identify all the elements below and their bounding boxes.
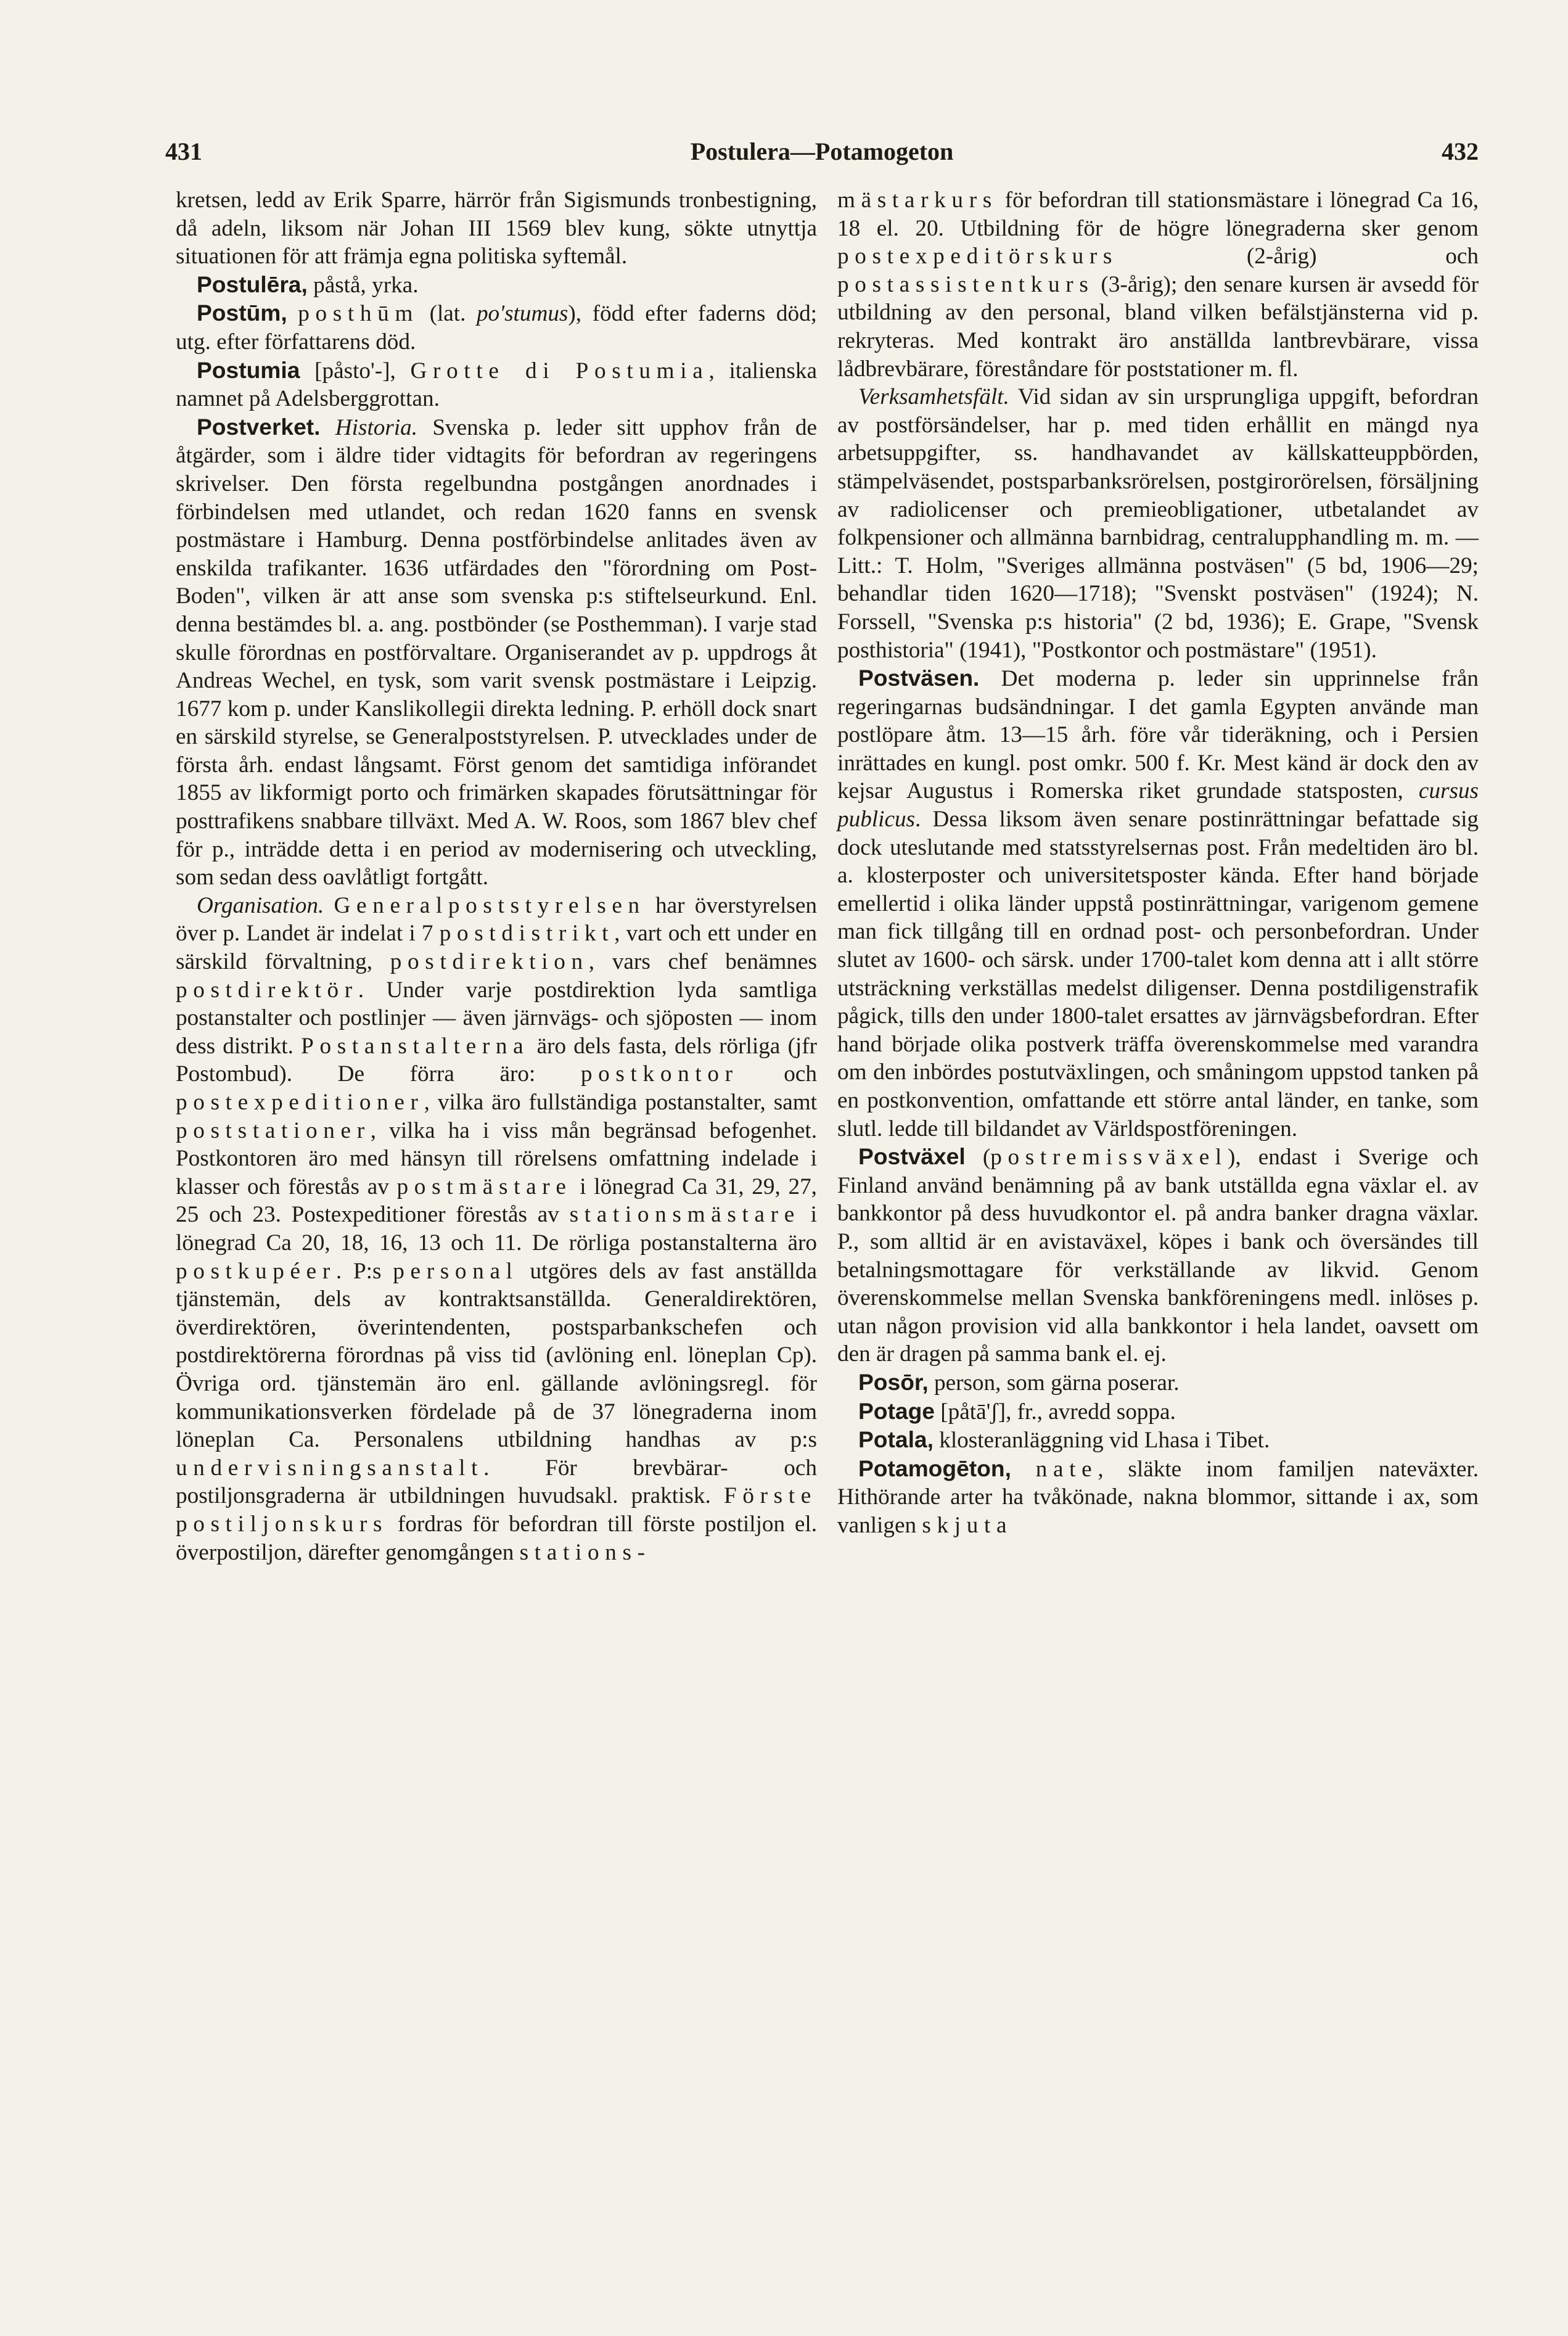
subsection-label: Historia. [335,414,418,440]
headword: Postulēra, [197,271,308,297]
right-column [837,186,1479,1540]
entry-potage: Potage [påtā'ʃ], fr., avredd soppa. [858,1397,1176,1425]
headword: Potamogēton, [858,1455,1011,1481]
page-number-right: 432 [1442,138,1479,165]
subsection-organisation: Organisation. Generalpoststyrelsen har överstyrelsen över p. Landet är indelat i 7 postdistrikt, vart och ett under en särskild förvaltning, postdirektion, vars chef benämnes postdirektör. Under varje postdirektion lyda samtliga postanstalter och postlinjer — även järnvägs- och sjöposten — inom dess distrikt. Postanstalterna äro dels fasta, dels rörliga (jfr Postombud). De förra äro: postkontor och postexpeditioner, vilka äro fullständiga postanstalter, samt poststationer, vilka ha i viss mån begränsad befogenhet. Postkontoren äro med hänsyn till rörelsens omfattning indelade i klasser och förestås av postmästare i lönegrad Ca 31, 29, 27, 25 och 23. Postexpeditioner förestås av stationsmästare i lönegrad Ca 20, 18, 16, 13 och 11. De rörliga postanstalterna äro postkupéer. P:s personal utgöres dels av fast anställda tjänstemän, dels av kontraktsanställda. Generaldirektören, överdirektören, överintendenten, postsparbankschefen och postdirektörerna förordnas på viss tid (avlöning enl. löneplan Cp). Övriga ord. tjänstemän äro enl. gällande avlöningsregl. för kommunikationsverken fördelade på de 37 lönegraderna inom löneplan Ca. Personalens utbildning handhas av p:s undervisningsanstalt. För brevbärar- och postiljonsgraderna är utbildningen huvudsakl. praktisk. Förste postiljonskurs fordras för befordran till förste postiljon el. överpostiljon, därefter genomgången stations- [176,892,818,1565]
entry-potamogeton: Potamogēton, nate, släkte inom familjen nateväxter. Hithörande arter ha tvåkönade, nakna blommor, sittande i ax, som vanligen skjuta [837,1455,1479,1538]
headword: Posōr, [858,1368,929,1395]
entry-postulera: Postulēra, påstå, yrka. [197,271,419,298]
entry-postum: Postūm, posthūm (lat. po'stumus), född efter faderns död; utg. efter författarens död. [176,300,817,355]
page-number-left: 431 [165,138,202,165]
subsection-label: Verksamhetsfält. [858,384,1009,410]
headword: Postväsen. [858,665,980,691]
headword: Postväxel [858,1143,966,1170]
entry-postumia: Postumia [påsto'-], Grotte di Postumia, italienska namnet på Adelsberggrottan. [176,356,817,412]
headword: Postumia [197,356,300,383]
headword: Postūm, [197,300,287,326]
entry-posor: Posōr, person, som gärna poserar. [858,1368,1180,1396]
entry-postvaxel: Postväxel (postremissväxel), endast i Sverige och Finland använd benämning på av bank utställda egna växlar el. av bankkontor på dess huvudkontor el. på andra banker dragna växlar. P., som alltid är en avistaväxel, köpes i bank och översändes till betalningsmottagare för verkställande av likvid. Genom överenskommelse mellan Svenska bankföreningens medl. inlöses p. utan någon provision vid alla bankkontor i hela landet, oavsett om den är dragen på samma bank el. ej. [837,1143,1479,1367]
subsection-label: Organisation. [197,892,324,918]
entry-postvasen: Postväsen. Det moderna p. leder sin upprinnelse från regeringarnas budsändningar. I det gamla Egypten använde man postlöpare åtm. 13—15 årh. före vår tideräkning, och i Persien inrättades en kungl. post omkr. 500 f. Kr. Mest känd är dock den av kejsar Augustus i Romerska riket grundade statsposten, cursus publicus. Dessa liksom även senare postinrättningar befattade sig dock uteslutande med statsstyrelsernas post. Från medeltiden äro bl. a. klosterposter och universitetsposter kända. Efter hand började emellertid i olika länder uppstå postinrättningar, varigenom gemene man fick tillgång till en ordnad post- och personbefordran. Under slutet av 1600- och särsk. under 1700-talet kom denna att i allt större utsträckning verkställas medelst diligenser. Denna postdiligenstrafik pågick, tills den under 1800-talet ersattes av järnvägsbefordran. Efter hand började olika postverk träffa överenskommelse med varandra om den inbördes postutväxlingen, och småningom uppstod tanken på en postkonvention, omfattande ett större antal länder, en tanke, som slutl. ledde till bildandet av Världspostföreningen. [837,665,1479,1141]
continued-paragraph: mästarkurs för befordran till stationsmästare i lönegrad Ca 16, 18 el. 20. Utbildning för de högre lönegraderna sker genom postexpeditörskurs (2-årig) och postassistentkurs (3-årig); den senare kursen är avsedd för utbildning av den personal, bland vilken befälstjänsterna vid p. rekryteras. Med kontrakt äro anställda lantbrevbärare, vissa lådbrevbärare, föreståndare för poststationer m. fl. [837,187,1479,382]
running-title: Postulera—Potamogeton [690,138,954,165]
headword: Postverket. [197,413,321,440]
entry-potala: Potala, klosteranläggning vid Lhasa i Tibet. [858,1426,1270,1454]
entry-postverket: Postverket. Historia. Svenska p. leder sitt upphov från de åtgärder, som i äldre tider vidtagits för befordran av regeringens skrivelser. Den första regelbundna postgången anordnades i förbindelsen med utlandet, och redan 1620 fanns en svensk postmästare i Hamburg. Denna postförbindelse anlitades även av enskilda trafikanter. 1636 utfärdades den "förordning om Post-Boden", vilken är att anse som svenska p:s stiftelseurkund. Enl. denna bestämdes bl. a. ang. postbönder (se Posthemman). I varje stad skulle förordnas en postförvaltare. Organiserandet av p. uppdrogs åt Andreas Wechel, en tysk, som varit svensk postmästare i Leipzig. 1677 kom p. under Kanslikollegii direkta ledning. P. erhöll dock snart en särskild styrelse, se Generalpoststyrelsen. P. utvecklades under de första årh. endast långsamt. Först genom det samtidiga införandet 1855 av likformigt porto och frimärken skapades förutsättningar för posttrafikens snabbare tillväxt. Med A. W. Roos, som 1867 blev chef för p., inträdde detta i en period av modernisering och utveckling, som sedan dess oavlåtligt fortgått. [176,413,818,890]
page-header [165,137,1479,174]
left-column [176,186,817,1566]
headword: Potala, [858,1426,934,1453]
continued-paragraph: kretsen, ledd av Erik Sparre, härrör från Sigismunds tronbestigning, då adeln, liksom när Johan III 1569 blev kung, sökte utnyttja situationen för att främja egna politiska syftemål. [176,187,817,269]
subsection-verksamhetsfalt: Verksamhetsfält. Vid sidan av sin ursprungliga uppgift, befordran av postförsändelser, har p. med tiden erhållit en mängd nya arbetsuppgifter, ss. handhavandet av källskatteuppbörden, stämpelväsendet, postsparbanksrörelsen, postgirorörelsen, försäljning av radiolicenser och premieobligationer, utbetalandet av folkpensioner och allmänna barnbidrag, centralupphandling m. m. — Litt.: T. Holm, "Sveriges allmänna postväsen" (5 bd, 1906—29; behandlar tiden 1620—1718); "Svenskt postväsen" (1924); N. Forssell, "Svenska p:s historia" (2 bd, 1936); E. Grape, "Svensk posthistoria" (1941), "Postkontor och postmästare" (1951). [837,384,1479,663]
headword: Potage [858,1397,935,1424]
